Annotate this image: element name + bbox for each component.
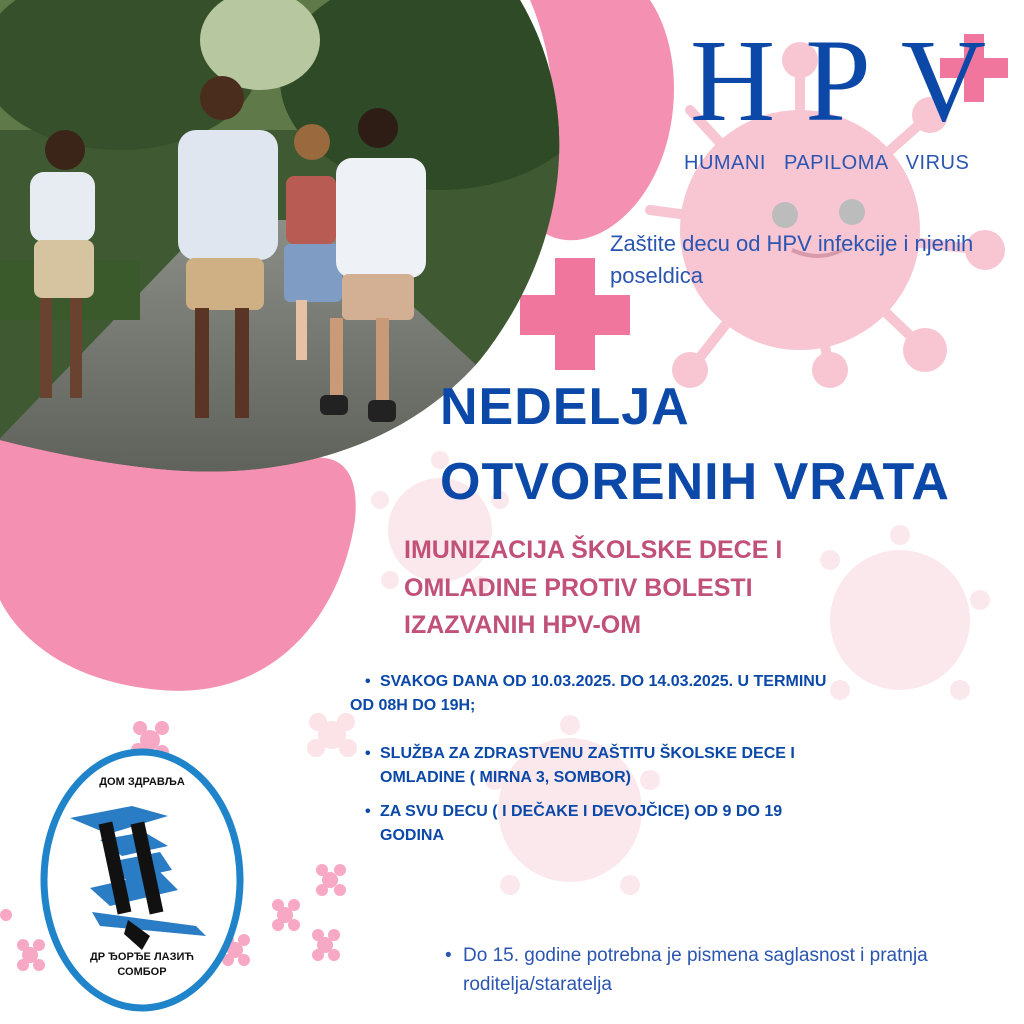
details-item-eligibility-line-1: ZA SVU DECU ( I DEČAKE I DEVOJČICE) OD 9 DO 19 xyxy=(380,803,783,820)
subheading-line-3: IZAZVANIH HPV-OM xyxy=(404,611,642,639)
headline-line-1: NEDELJA xyxy=(440,378,690,436)
tagline: Zaštite decu od HPV infekcije i njenih poseldica xyxy=(610,231,974,288)
subheading-line-2: OMLADINE PROTIV BOLESTI xyxy=(404,573,753,602)
headline-line-2: OTVORENIH VRATA xyxy=(440,453,950,512)
details-item-eligibility xyxy=(350,800,970,848)
logo-bottom-line-1: ДР ЂОРЂЕ ЛАЗИЋ xyxy=(89,951,195,963)
details-list xyxy=(350,670,970,848)
logo-top-text: ДОМ ЗДРАВЉА xyxy=(99,776,185,788)
details-item-schedule-line-1: SVAKOG DANA OD 10.03.2025. DO 14.03.2025. U TERMINU xyxy=(380,673,827,690)
hpv-title: HPV xyxy=(690,15,1017,146)
details-item-location-line-1: SLUŽBA ZA ZDRASTVENU ZAŠTITU ŠKOLSKE DECE I xyxy=(380,745,795,762)
details-item-eligibility-line-2: GODINA xyxy=(380,827,444,844)
details-item-schedule-line-2: OD 08H DO 19H; xyxy=(350,697,476,714)
logo-bottom-line-2: СОМБОР xyxy=(117,965,167,978)
hpv-subtitle: HUMANI PAPILOMA VIRUS xyxy=(684,152,970,174)
consent-note: • Do 15. godine potrebna je pismena saglasnost i pratnja roditelja/staratelja xyxy=(445,942,1023,999)
headline xyxy=(440,370,950,521)
subheading-line-1: IMUNIZACIJA ŠKOLSKE DECE I xyxy=(404,536,783,564)
subheading xyxy=(404,532,782,645)
details-item-location xyxy=(350,742,970,790)
details-item-location-line-2: OMLADINE ( MIRNA 3, SOMBOR) xyxy=(380,769,631,786)
logo-bottom-text xyxy=(72,950,212,980)
details-item-schedule xyxy=(350,670,970,718)
